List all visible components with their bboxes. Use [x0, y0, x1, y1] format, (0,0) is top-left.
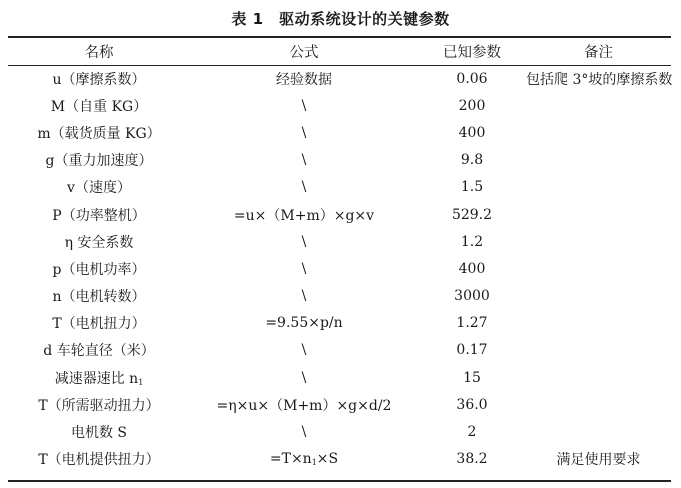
- table-row: [8, 92, 671, 119]
- cell-name: [8, 201, 190, 228]
- cell-note: [526, 310, 671, 337]
- cell-note: [526, 391, 671, 418]
- cell-formula: [190, 310, 418, 337]
- cell-name-text: 减速器速比 n: [54, 370, 139, 387]
- cell-value: 0.06: [456, 70, 488, 87]
- cell-value: 400: [458, 124, 486, 141]
- cell-value: 400: [458, 260, 486, 277]
- header-name: 名称: [84, 45, 114, 61]
- cell-value: 529.2: [451, 206, 493, 223]
- cell-formula-text: \: [301, 179, 307, 196]
- cell-note: [526, 255, 671, 282]
- bottom-rule: [8, 480, 671, 482]
- cell-name: [8, 310, 190, 337]
- cell-name-text: T（电机提供扭力）: [38, 452, 160, 469]
- cell-value: 3000: [454, 288, 490, 305]
- table-row: [8, 255, 671, 282]
- cell-note: [526, 228, 671, 255]
- cell-formula: [190, 283, 418, 310]
- cell-value: 1.2: [460, 233, 484, 250]
- cell-name-text: g（重力加速度）: [45, 153, 153, 170]
- cell-name-text: T（所需驱动扭力）: [38, 397, 160, 414]
- cell-formula-text: \: [301, 124, 307, 141]
- cell-name: [8, 283, 190, 310]
- cell-note: [526, 364, 671, 391]
- cell-formula-text: =u×（M+m）×g×v: [233, 207, 375, 224]
- cell-note: [526, 92, 671, 119]
- table-row: [8, 364, 671, 391]
- cell-formula: [190, 92, 418, 119]
- header-value: 已知参数: [443, 45, 501, 61]
- cell-name: [8, 174, 190, 201]
- cell-value: 15: [463, 369, 481, 386]
- cell-formula-text: \: [301, 152, 307, 169]
- cell-name: [8, 65, 190, 92]
- cell-formula-text: =9.55×p/n: [265, 315, 343, 332]
- cell-name: [8, 119, 190, 146]
- cell-name: [8, 228, 190, 255]
- cell-name-text: p（电机功率）: [52, 261, 146, 278]
- cell-formula-text: \: [301, 342, 307, 359]
- cell-name: [8, 337, 190, 364]
- cell-formula: [190, 228, 418, 255]
- cell-note: 包括爬 3°坡的摩擦系数: [526, 71, 673, 88]
- cell-formula: [190, 364, 418, 391]
- cell-formula-text: \: [301, 260, 307, 277]
- cell-name: [8, 255, 190, 282]
- cell-name-text: T（电机扭力）: [52, 316, 146, 333]
- cell-formula-text: 经验数据: [276, 71, 332, 88]
- cell-formula-text: =η×u×（M+m）×g×d/2: [216, 397, 392, 414]
- cell-name-text: v（速度）: [67, 180, 131, 197]
- cell-name: [8, 147, 190, 174]
- cell-name: [8, 364, 190, 391]
- cell-name: [8, 92, 190, 119]
- table-body: [8, 65, 671, 473]
- cell-name: [8, 418, 190, 445]
- cell-note: [526, 147, 671, 174]
- cell-formula: [190, 446, 418, 473]
- cell-formula: [190, 119, 418, 146]
- cell-note: [526, 119, 671, 146]
- table-row: [8, 337, 671, 364]
- cell-name-text: m（载货质量 KG）: [37, 125, 161, 142]
- cell-note: [526, 418, 671, 445]
- cell-note: [526, 337, 671, 364]
- cell-formula-text: \: [301, 424, 307, 441]
- cell-formula-subscript: 1: [311, 458, 317, 468]
- cell-note: [526, 174, 671, 201]
- cell-formula: [190, 201, 418, 228]
- table-row: [8, 147, 671, 174]
- cell-note: [526, 283, 671, 310]
- cell-name-subscript: 1: [138, 377, 144, 387]
- cell-formula-text: =T×n: [269, 451, 312, 468]
- cell-value: 0.17: [456, 342, 488, 359]
- table-title: 表 1 驱动系统设计的关键参数: [231, 10, 450, 28]
- cell-formula: [190, 147, 418, 174]
- parameter-table: [8, 38, 671, 473]
- table-row: [8, 201, 671, 228]
- cell-name-text: M（自重 KG）: [50, 98, 148, 115]
- cell-formula: [190, 255, 418, 282]
- table-row: [8, 228, 671, 255]
- cell-name-text: n（电机转数）: [52, 289, 146, 306]
- cell-value: 9.8: [460, 152, 484, 169]
- header-note: 备注: [584, 45, 613, 61]
- table-row: [8, 174, 671, 201]
- cell-value: 200: [458, 97, 486, 114]
- table-row: [8, 283, 671, 310]
- table-row: [8, 418, 671, 445]
- cell-value: 38.2: [456, 451, 488, 468]
- cell-note: [526, 201, 671, 228]
- cell-formula-tail: ×S: [316, 451, 339, 468]
- cell-formula-text: \: [301, 288, 307, 305]
- cell-formula: [190, 418, 418, 445]
- cell-name-text: d 车轮直径（米）: [43, 343, 155, 360]
- table-row: [8, 119, 671, 146]
- header-formula: 公式: [289, 45, 319, 61]
- cell-formula: [190, 174, 418, 201]
- cell-formula-text: \: [301, 97, 307, 114]
- table-row: [8, 446, 671, 473]
- cell-name-text: P（功率整机）: [52, 207, 146, 224]
- cell-name-text: η 安全系数: [64, 234, 134, 251]
- table-row: [8, 65, 671, 92]
- cell-formula: [190, 65, 418, 92]
- cell-value: 36.0: [456, 396, 488, 413]
- cell-formula: [190, 337, 418, 364]
- cell-note: 满足使用要求: [556, 452, 641, 469]
- cell-name-text: u（摩擦系数）: [52, 71, 146, 88]
- cell-name: [8, 391, 190, 418]
- table-row: [8, 391, 671, 418]
- table-row: [8, 310, 671, 337]
- cell-value: 2: [467, 424, 477, 441]
- cell-formula: [190, 391, 418, 418]
- cell-value: 1.27: [456, 315, 488, 332]
- cell-name: [8, 446, 190, 473]
- header-row: [8, 38, 671, 65]
- cell-name-text: 电机数 S: [70, 425, 128, 442]
- cell-formula-text: \: [301, 233, 307, 250]
- cell-value: 1.5: [460, 179, 484, 196]
- cell-formula-text: \: [301, 369, 307, 386]
